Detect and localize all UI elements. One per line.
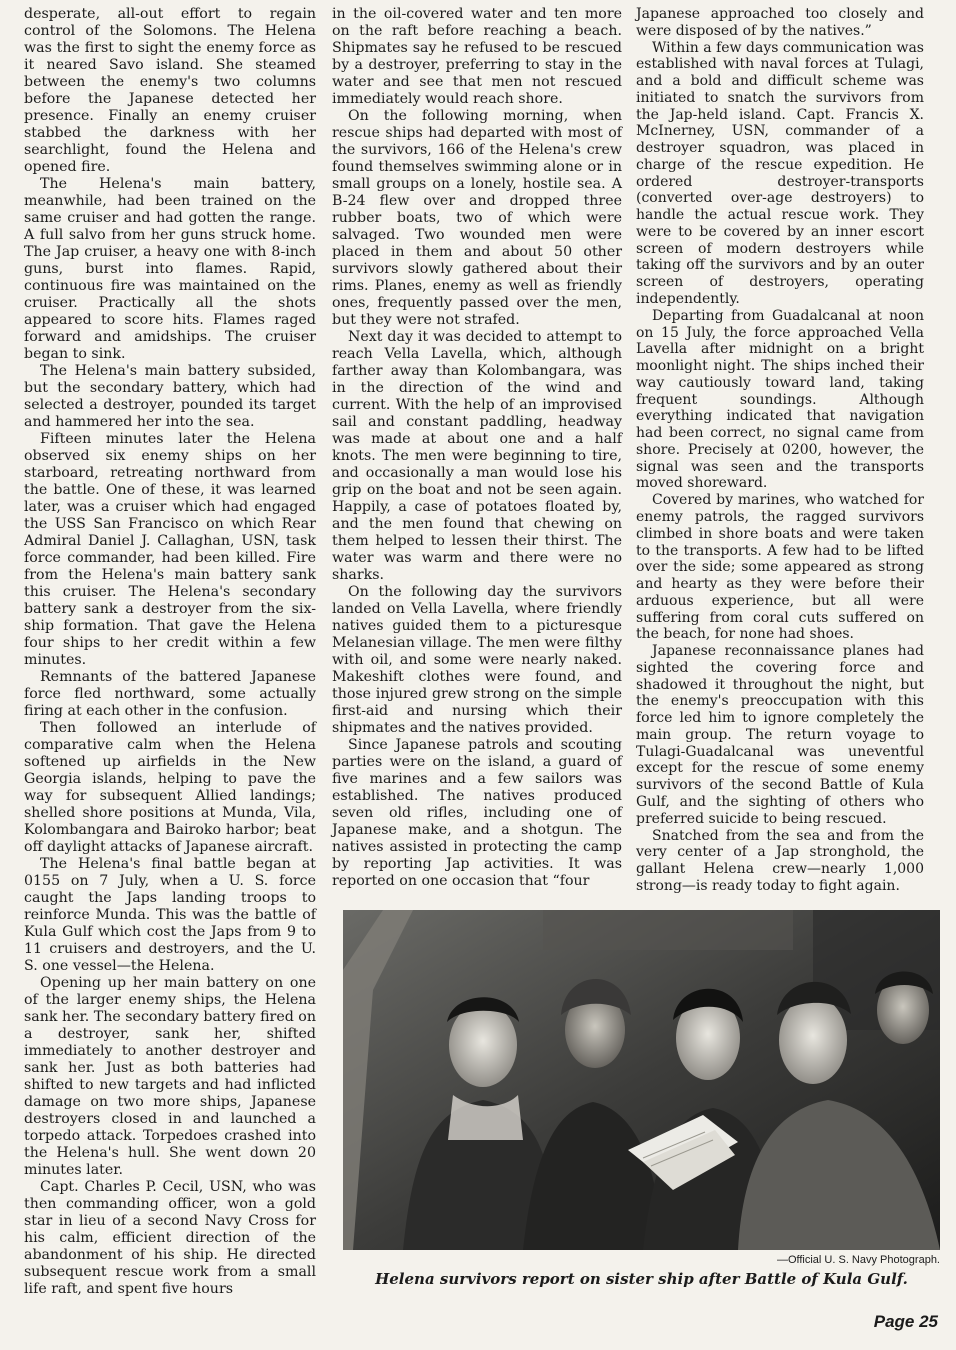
paragraph: Capt. Charles P. Cecil, USN, who was then commanding officer, won a gold star in lieu of a second Navy Cross for his calm, efficient direction of the abandonment of his ship. He directed subsequent rescue work from a small life raft, and spent five hours <box>24 1179 316 1297</box>
paragraph: Snatched from the sea and from the very center of a Jap stronghold, the gallant Helena crew—nearly 1,000 strong—is ready today to fight again. <box>636 827 924 894</box>
paragraph: The Helena's main battery subsided, but the secondary battery, which had selected a destroyer, pounded its target and hammered her into the sea. <box>24 363 316 430</box>
article-column-2 <box>332 6 622 890</box>
photo-illustration <box>343 910 940 1250</box>
paragraph: Fifteen minutes later the Helena observed six enemy ships on her starboard, retreating northward from the battle. One of these, it was learned later, was a cruiser which had engaged the USS San Francisco on which Rear Admiral Daniel J. Callaghan, USN, task force commander, had been killed. Fire from the Helena's main battery sank this cruiser. The Helena's secondary battery sank a destroyer from the six-ship formation. That gave the Helena four ships to her credit within a few minutes. <box>24 431 316 668</box>
paragraph: Japanese approached too closely and were disposed of by the natives.” <box>636 6 924 39</box>
paragraph: in the oil-covered water and ten more on the raft before reaching a beach. Shipmates say he refused to be rescued by a destroyer, preferring to stay in the water and see that men not rescued immediately would reach shore. <box>332 6 622 107</box>
paragraph: On the following morning, when rescue ships had departed with most of the survivors, 166 of the Helena's crew found themselves swimming alone or in small groups on a lonely, hostile sea. A B-24 flew over and dropped three rubber boats, two of which were salvaged. Two wounded men were placed in them and about 50 other survivors slowly gathered about their rims. Planes, enemy as well as friendly ones, frequently passed over the men, but they were not strafed. <box>332 108 622 328</box>
paragraph: The Helena's final battle began at 0155 on 7 July, when a U. S. force caught the Japs landing troops to reinforce Munda. This was the battle of Kula Gulf which cost the Japs from 9 to 11 cruisers and destroyers, and the U. S. one vessel—the Helena. <box>24 856 316 974</box>
paragraph: On the following day the survivors landed on Vella Lavella, where friendly natives guided them to a picturesque Melanesian village. The men were filthy with oil, and some were nearly naked. Makeshift clothes were found, and those injured grew strong on the simple first-aid and nursing which their shipmates and the natives provided. <box>332 584 622 736</box>
paragraph: The Helena's main battery, meanwhile, had been trained on the same cruiser and had gotten the range. A full salvo from her guns struck home. The Jap cruiser, a heavy one with 8-inch guns, burst into flames. Rapid, continuous fire was maintained on the cruiser. Practically all the shots appeared to score hits. Flames raged forward and amidships. The cruiser began to sink. <box>24 176 316 362</box>
photo-caption: Helena survivors report on sister ship after Battle of Kula Gulf. <box>375 1270 908 1288</box>
paragraph: Covered by marines, who watched for enemy patrols, the ragged survivors climbed in shore boats and were taken to the transports. A few had to be lifted over the side; some appeared as strong and hearty as they were before their arduous experience, but all were suffering from coral cuts suffered on the beach, for none had shoes. <box>636 492 924 643</box>
article-column-1 <box>24 6 316 1298</box>
paragraph: Within a few days communication was established with naval forces at Tulagi, and a bold and difficult scheme was initiated to snatch the survivors from the Jap-held island. Capt. Francis X. McInerney, USN, commander of a destroyer squadron, was placed in charge of the rescue expedition. He ordered destroyer-transports (converted over-age destroyers) to handle the actual rescue work. They were to be covered by an inner escort screen of modern destroyers while taking off the survivors and by an outer screen of destroyers, operating independently. <box>636 39 924 308</box>
survivors-photograph <box>343 910 940 1250</box>
paragraph: Since Japanese patrols and scouting parties were on the island, a guard of five marines and a few sailors was established. The natives produced seven old rifles, including one of Japanese make, and a shotgun. The natives assisted in protecting the camp by reporting Jap activities. It was reported on one occasion that “four <box>332 737 622 889</box>
paragraph: Departing from Guadalcanal at noon on 15 July, the force approached Vella Lavella after midnight on a bright moonlight night. The ships inched their way cautiously toward land, taking frequent soundings. Although everything indicated that navigation had been correct, no signal came from shore. Precisely at 0200, however, the signal was seen and the transports moved shoreward. <box>636 307 924 492</box>
paragraph: Opening up her main battery on one of the larger enemy ships, the Helena sank her. The secondary battery fired on a destroyer, sank her, shifted immediately to another destroyer and sank her. Just as both batteries had shifted to new targets and had inflicted damage on two more ships, Japanese destroyers closed in and launched a torpedo attack. Torpedoes crashed into the Helena's hull. She went down 20 minutes later. <box>24 975 316 1178</box>
paragraph: Then followed an interlude of comparative calm when the Helena softened up airfields in the New Georgia islands, helping to pave the way for subsequent Allied landings; shelled shore positions at Munda, Vila, Kolombangara and Bairoko harbor; beat off daylight attacks of Japanese aircraft. <box>24 720 316 855</box>
paragraph: Next day it was decided to attempt to reach Vella Lavella, which, although farther away than Kolombangara, was in the direction of the wind and current. With the help of an improvised sail and constant paddling, headway was made at about one and a half knots. The men were beginning to tire, and occasionally a man would lose his grip on the boat and not be seen again. Happily, a case of potatoes floated by, and the men found that chewing on them helped to lessen their thirst. The water was warm and there were no sharks. <box>332 329 622 583</box>
paragraph: desperate, all-out effort to regain control of the Solomons. The Helena was the first to sight the enemy force as it neared Savo island. She steamed between the enemy's two columns before the Japanese detected her presence. Finally an enemy cruiser stabbed the darkness with her searchlight, found the Helena and opened fire. <box>24 6 316 175</box>
page-number: Page 25 <box>873 1312 938 1331</box>
paragraph: Remnants of the battered Japanese force fled northward, some actually firing at each other in the confusion. <box>24 669 316 719</box>
article-column-3 <box>636 6 924 895</box>
paragraph: Japanese reconnaissance planes had sighted the covering force and shadowed it throughout the night, but the enemy's preoccupation with this force led him to ignore completely the main group. The return voyage to Tulagi-Guadalcanal was uneventful except for the rescue of some enemy survivors of the second Battle of Kula Gulf, and the sighting of others who preferred suicide to being rescued. <box>636 643 924 827</box>
photo-credit: —Official U. S. Navy Photograph. <box>776 1254 940 1266</box>
